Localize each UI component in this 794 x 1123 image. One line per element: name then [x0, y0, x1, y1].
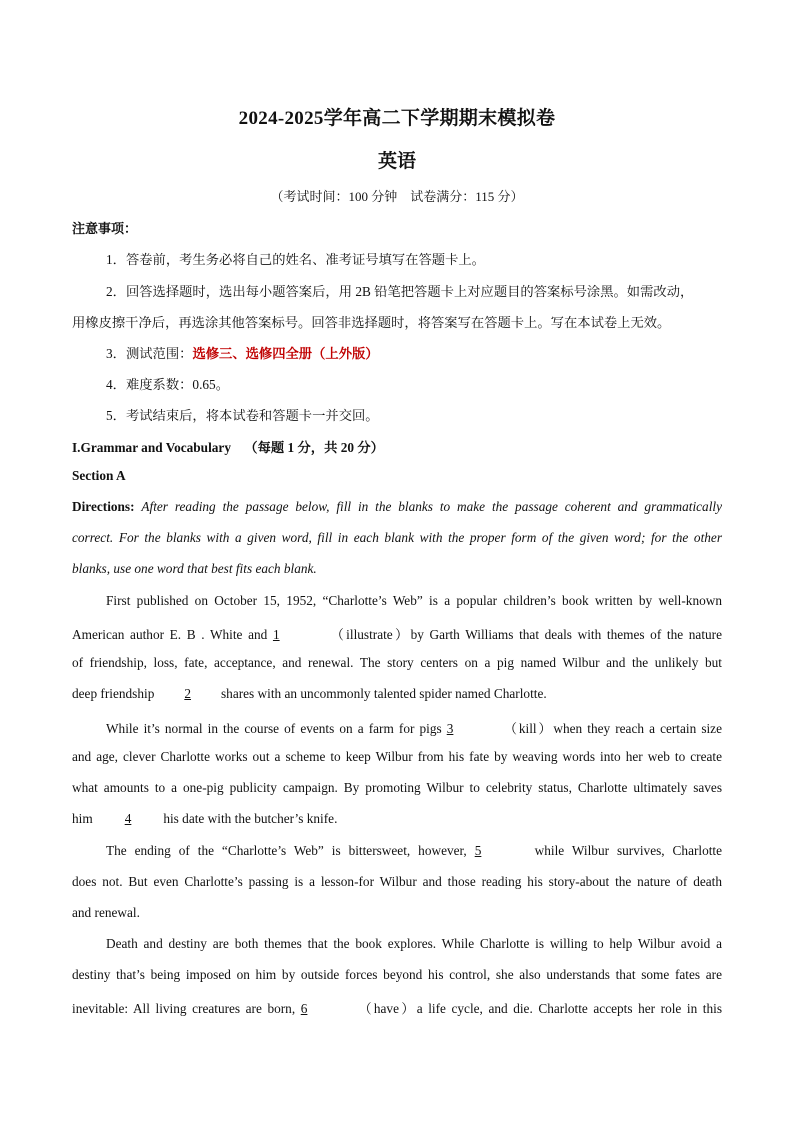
passage-text: deep friendship — [72, 686, 155, 701]
notice-item-2-line-1: 2．回答选择题时，选出每小题答案后，用 2B 铅笔把答题卡上对应题目的答案标号涂黑。如需改动， — [106, 284, 694, 299]
directions-line-1 — [72, 499, 722, 515]
part1-title: I.Grammar and Vocabulary — [72, 440, 231, 455]
passage-text: While it’s normal in the course of events on a farm for pigs — [106, 721, 442, 736]
passage-p3-line-3: and renewal. — [72, 905, 140, 920]
passage-p1-line-2 — [72, 624, 722, 643]
passage-text: American author E. B . White and — [72, 627, 268, 642]
test-scope: 选修三、选修四全册（上外版） — [192, 346, 379, 361]
passage-text: his date with the butcher’s knife. — [163, 811, 338, 826]
passage-text: inevitable: All living creatures are born, — [72, 1001, 296, 1016]
blank-3: 3 — [446, 721, 454, 736]
passage-p2-line-2: and age, clever Charlotte works out a scheme to keep Wilbur from his fate by weaving words into her web to create — [72, 749, 722, 764]
passage-text: shares with an uncommonly talented spider named Charlotte. — [221, 686, 547, 701]
part1-score-note: （每题 1 分，共 20 分） — [244, 440, 384, 455]
subject-title: 英语 — [377, 151, 416, 172]
passage-text: （illustrate）by Garth Williams that deals with themes of the nature — [330, 627, 722, 642]
passage-text: （have）a life cycle, and die. Charlotte accepts her role in this — [358, 1001, 723, 1016]
notice-heading: 注意事项： — [72, 221, 138, 236]
notice-item-4: 4．难度系数：0.65。 — [106, 377, 229, 392]
blank-2: 2 — [184, 686, 191, 701]
notice-item-5: 5．考试结束后，将本试卷和答题卡一并交回。 — [106, 408, 379, 423]
directions-label: Directions: — [72, 499, 135, 514]
exam-info: （考试时间：100 分钟 试卷满分：115 分） — [270, 189, 524, 204]
notice-item-2-line-2: 用橡皮擦干净后，再选涂其他答案标号。回答非选择题时，将答案写在答题卡上。写在本试卷上无效。 — [72, 315, 671, 330]
section-a-heading: Section A — [72, 468, 126, 483]
passage-text: him — [72, 811, 93, 826]
passage-p1-line-1: First published on October 15, 1952, “Charlotte’s Web” is a popular children’s book written by well-known — [106, 593, 722, 608]
passage-text: while Wilbur survives, Charlotte — [534, 843, 723, 858]
directions-line-3: blanks, use one word that best fits each blank. — [72, 561, 317, 576]
blank-4: 4 — [124, 811, 132, 826]
exam-title: 2024-2025学年高二下学期期末模拟卷 — [238, 108, 556, 129]
passage-p2-line-3: what amounts to a one-pig publicity campaign. By promoting Wilbur to celebrity status, Charlotte ultimately saves — [72, 780, 722, 795]
blank-1: 1 — [272, 627, 280, 642]
part1-heading — [72, 437, 722, 456]
directions-text-1: After reading the passage below, fill in the blanks to make the passage coherent and grammatically — [141, 499, 722, 514]
blank-5: 5 — [474, 843, 482, 858]
directions-line-2: correct. For the blanks with a given word, fill in each blank with the proper form of the given word; for the other — [72, 530, 722, 545]
notice-item-3-prefix: 3．测试范围： — [106, 346, 193, 361]
passage-p3-line-2: does not. But even Charlotte’s passing is a lesson-for Wilbur and those reading his story-about the nature of death — [72, 874, 722, 889]
passage-p2-line-1 — [106, 718, 722, 737]
passage-text: （kill）when they reach a certain size — [503, 721, 722, 736]
passage-p1-line-4 — [72, 686, 722, 702]
passage-text: The ending of the “Charlotte’s Web” is bittersweet, however, — [106, 843, 467, 858]
passage-p4-line-2: destiny that’s being imposed on him by outside forces beyond his control, she also understands that some fates are — [72, 967, 722, 982]
notice-item-1: 1．答卷前，考生务必将自己的姓名、准考证号填写在答题卡上。 — [106, 252, 485, 267]
passage-p2-line-4 — [72, 811, 722, 827]
passage-p4-line-1: Death and destiny are both themes that the book explores. While Charlotte is willing to help Wilbur avoid a — [106, 936, 722, 951]
passage-p1-line-3: of friendship, loss, fate, acceptance, and renewal. The story centers on a pig named Wilbur and the unlikely but — [72, 655, 722, 670]
blank-6: 6 — [300, 1001, 308, 1016]
notice-item-3 — [106, 343, 722, 362]
passage-p4-line-3 — [72, 998, 722, 1017]
passage-p3-line-1 — [106, 843, 722, 859]
